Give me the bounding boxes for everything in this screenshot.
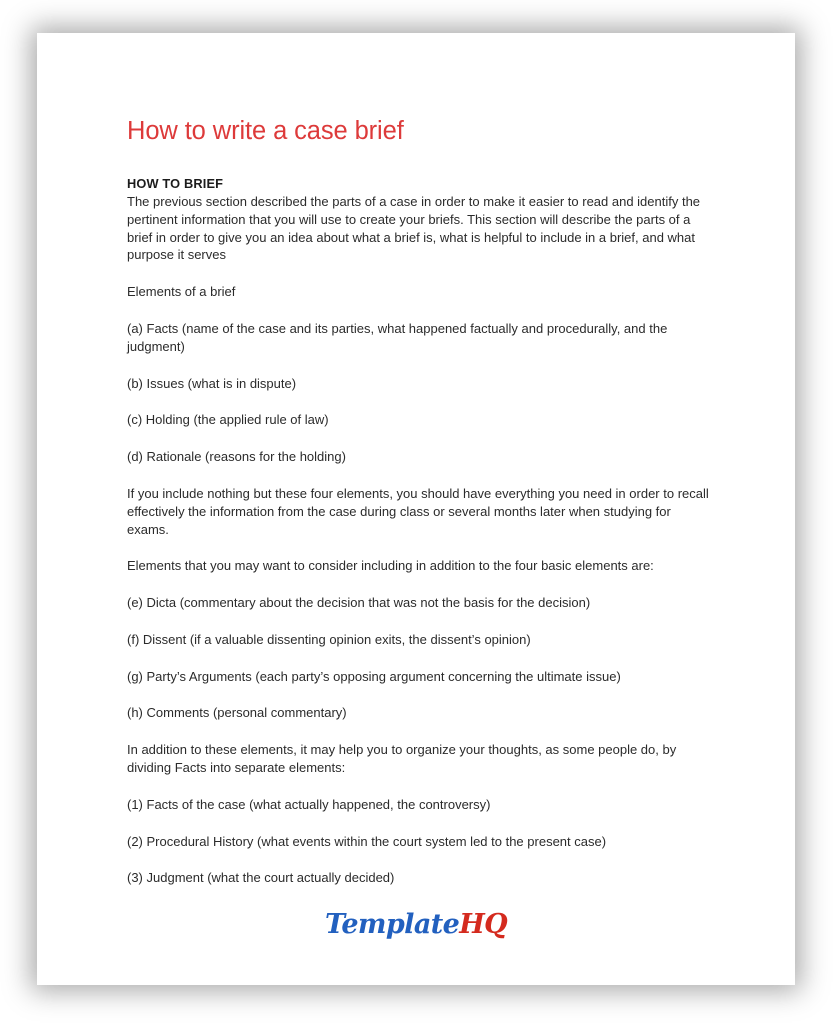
paragraph-gap [127, 301, 709, 320]
paragraph-item-a-facts: (a) Facts (name of the case and its parties, what happened factually and procedurally, and the judgment) [127, 320, 668, 354]
document-page [37, 33, 795, 985]
logo-text-accent: HQ [459, 909, 508, 940]
logo-text-primary: Template [324, 909, 460, 940]
section-heading-how-to-brief: HOW TO BRIEF [127, 176, 224, 192]
paragraph-gap [127, 722, 709, 741]
paragraph-gap [127, 575, 709, 594]
paragraph-item-g-partys-arguments: (g) Party’s Arguments (each party’s opposing argument concerning the ultimate issue) [127, 668, 621, 684]
page-title: How to write a case brief [127, 117, 404, 145]
paragraph-gap [127, 264, 709, 283]
paragraph-intro: The previous section described the parts of a case in order to make it easier to read and identify the pertinent information that you will use to create your briefs. This section will describe the parts of a brief in order to give you an idea about what a brief is, what is helpful to include in a brief, and what purpose it serves [127, 193, 701, 263]
paragraph-item-3-judgment: (3) Judgment (what the court actually decided) [127, 870, 395, 886]
paragraph-item-b-issues: (b) Issues (what is in dispute) [127, 375, 297, 391]
paragraph-item-2-procedural-history: (2) Procedural History (what events within the court system led to the present case) [127, 833, 607, 849]
paragraph-dividing-facts-intro: In addition to these elements, it may help you to organize your thoughts, as some people do, by dividing Facts into separate elements: [127, 742, 677, 776]
paragraph-item-1-facts-of-the-case: (1) Facts of the case (what actually happened, the controversy) [127, 796, 491, 812]
paragraph-gap [127, 612, 709, 631]
paragraph-item-e-dicta: (e) Dicta (commentary about the decision that was not the basis for the decision) [127, 595, 591, 611]
footer-logo-container [37, 911, 795, 938]
paragraph-item-d-rationale: (d) Rationale (reasons for the holding) [127, 449, 346, 465]
paragraph-item-f-dissent: (f) Dissent (if a valuable dissenting opinion exits, the dissent’s opinion) [127, 631, 531, 647]
paragraph-gap [127, 814, 709, 833]
templatehq-logo [325, 911, 507, 938]
paragraph-elements-of-a-brief: Elements of a brief [127, 284, 236, 300]
paragraph-gap [127, 777, 709, 796]
paragraph-gap [127, 356, 709, 375]
paragraph-gap [127, 538, 709, 557]
paragraph-item-h-comments: (h) Comments (personal commentary) [127, 705, 347, 721]
paragraph-gap [127, 466, 709, 485]
paragraph-gap [127, 649, 709, 668]
paragraph-gap [127, 685, 709, 704]
document-body [127, 117, 709, 887]
paragraph-gap [127, 850, 709, 869]
paragraph-gap [127, 429, 709, 448]
paragraph-four-elements-recall: If you include nothing but these four elements, you should have everything you need in order to recall effectively the information from the case during class or several months later when studying for exams. [127, 485, 709, 537]
paragraph-gap [127, 392, 709, 411]
paragraph-item-c-holding: (c) Holding (the applied rule of law) [127, 412, 329, 428]
paragraph-additional-elements-intro: Elements that you may want to consider including in addition to the four basic elements are: [127, 558, 654, 574]
